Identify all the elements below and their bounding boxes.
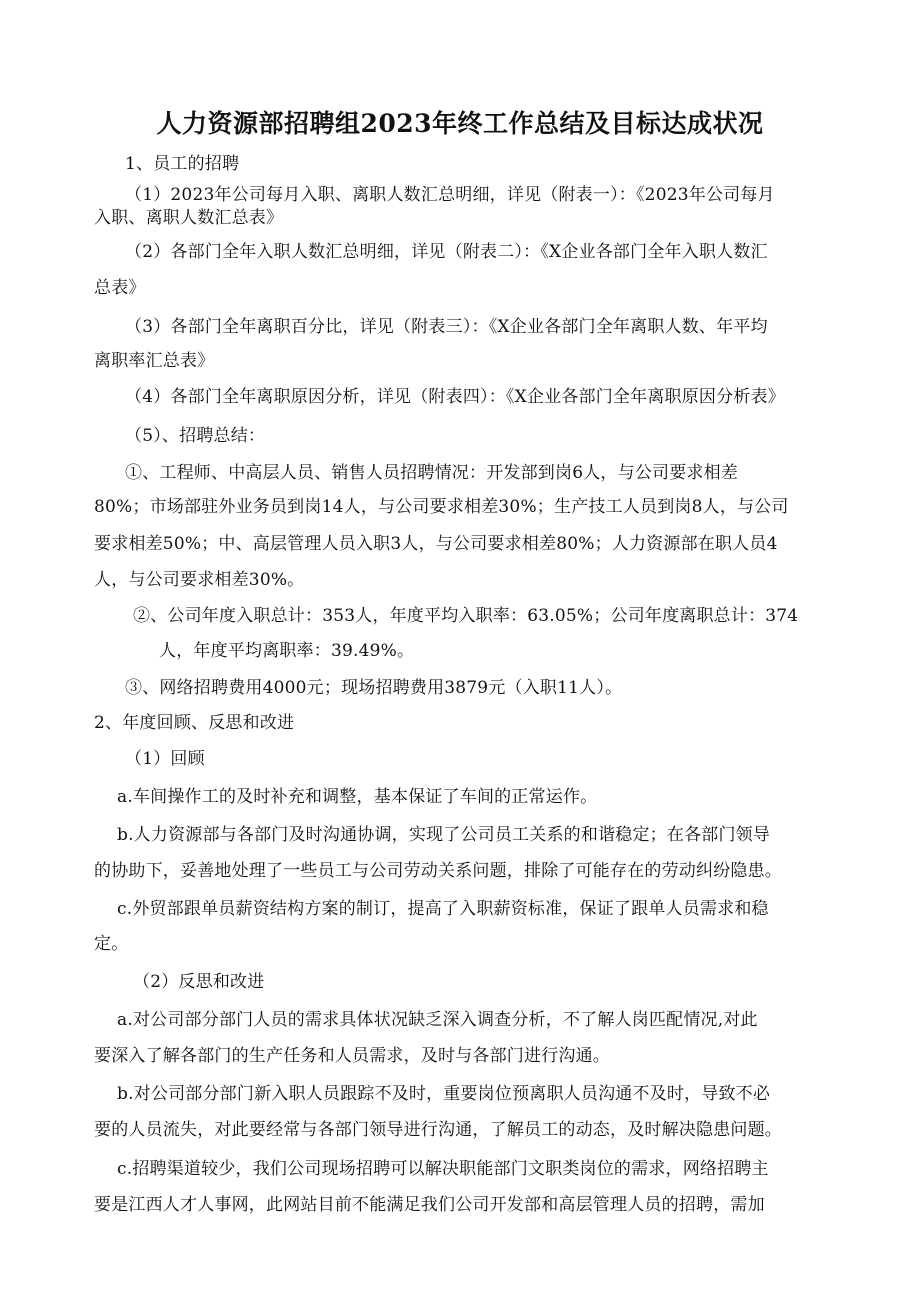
paragraph-line: b.对公司部分部门新入职人员跟踪不及时，重要岗位预离职人员沟通不及时，导致不必 xyxy=(117,1084,771,1104)
paragraph-line: ③、网络招聘费用4000元；现场招聘费用3879元（入职11人）。 xyxy=(125,678,623,698)
paragraph-line: b.人力资源部与各部门及时沟通协调，实现了公司员工关系的和谐稳定；在各部门领导 xyxy=(117,825,771,845)
paragraph-line: a.对公司部分部门人员的需求具体状况缺乏深入调查分析，不了解人岗匹配情况,对此 xyxy=(117,1010,758,1030)
paragraph-line: （1）2023年公司每月入职、离职人数汇总明细，详见（附表一）：《2023年公司每月 xyxy=(125,185,775,205)
paragraph-line: 离职率汇总表》 xyxy=(94,351,215,371)
paragraph-line: 总表》 xyxy=(94,278,146,298)
paragraph-line: 要求相差50%；中、高层管理人员入职3人，与公司要求相差80%；人力资源部在职人员4 xyxy=(94,534,778,554)
paragraph-line: 人，与公司要求相差30%。 xyxy=(94,570,305,590)
paragraph-line: 定。 xyxy=(94,934,129,954)
paragraph-line: 要深入了解各部门的生产任务和人员需求，及时与各部门进行沟通。 xyxy=(94,1046,610,1066)
paragraph-line: 要是江西人才人事网，此网站目前不能满足我们公司开发部和高层管理人员的招聘，需加 xyxy=(94,1195,765,1215)
paragraph-line: ②、公司年度入职总计：353人，年度平均入职率：63.05%；公司年度离职总计：374 xyxy=(133,606,799,626)
paragraph-line: （2）各部门全年入职人数汇总明细，详见（附表二）：《X企业各部门全年入职人数汇 xyxy=(125,242,768,262)
paragraph-line: （3）各部门全年离职百分比，详见（附表三）：《X企业各部门全年离职人数、年平均 xyxy=(125,317,768,337)
paragraph-line: 的协助下，妥善地处理了一些员工与公司劳动关系问题，排除了可能存在的劳动纠纷隐患。 xyxy=(94,861,782,881)
paragraph-line: 要的人员流失，对此要经常与各部门领导进行沟通，了解员工的动态，及时解决隐患问题。 xyxy=(94,1120,782,1140)
section-heading: 2、年度回顾、反思和改进 xyxy=(94,713,295,733)
paragraph-line: （4）各部门全年离职原因分析，详见（附表四）：《X企业各部门全年离职原因分析表》 xyxy=(125,387,785,407)
paragraph-line: c.外贸部跟单员薪资结构方案的制订，提高了入职薪资标准，保证了跟单人员需求和稳 xyxy=(117,899,769,919)
paragraph-line: （1）回顾 xyxy=(125,749,205,769)
paragraph-line: （5）、招聘总结： xyxy=(125,426,266,446)
section-heading: 1、员工的招聘 xyxy=(125,154,240,174)
paragraph-line: 入职、离职人数汇总表》 xyxy=(94,208,284,228)
paragraph-line: （2）反思和改进 xyxy=(133,972,265,992)
page-title: 人力资源部招聘组2023年终工作总结及目标达成状况 xyxy=(156,109,764,138)
paragraph-line: 人，年度平均离职率：39.49%。 xyxy=(159,641,415,661)
paragraph-line: a.车间操作工的及时补充和调整，基本保证了车间的正常运作。 xyxy=(117,787,598,807)
paragraph-line: 80%；市场部驻外业务员到岗14人，与公司要求相差30%；生产技工人员到岗8人，与公司 xyxy=(94,497,789,517)
paragraph-line: c.招聘渠道较少，我们公司现场招聘可以解决职能部门文职类岗位的需求，网络招聘主 xyxy=(117,1159,769,1179)
paragraph-line: ①、工程师、中高层人员、销售人员招聘情况：开发部到岗6人，与公司要求相差 xyxy=(125,463,739,483)
